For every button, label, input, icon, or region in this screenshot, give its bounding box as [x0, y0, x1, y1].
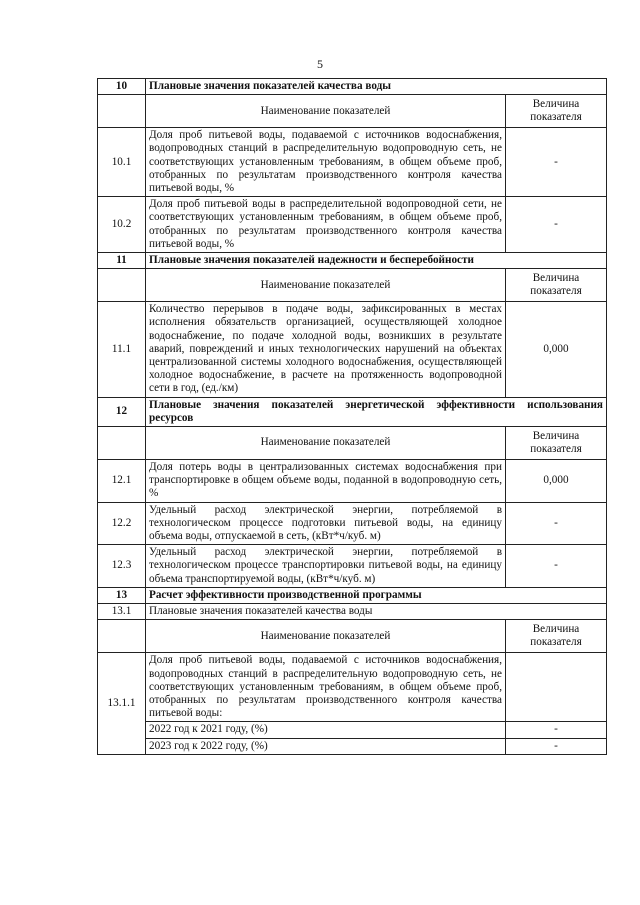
indicator-value: 0,000 [506, 460, 607, 503]
section-title: Плановые значения показателей качества воды [146, 79, 607, 95]
column-header-row [98, 620, 607, 653]
section-number: 10 [98, 79, 146, 95]
column-header-value: Величина показателя [506, 427, 607, 460]
column-header-value: Величина показателя [506, 620, 607, 653]
indicator-value: 0,000 [506, 302, 607, 397]
subsection-13-1-header [98, 604, 607, 620]
year-label: 2023 год к 2022 году, (%) [146, 738, 506, 754]
program-indicators-table [97, 78, 607, 755]
empty-cell [98, 95, 146, 128]
section-10-header [98, 79, 607, 95]
table-row [98, 545, 607, 588]
section-title: Плановые значения показателей энергетической эффективности использования ресурсов [146, 397, 607, 426]
column-header-name: Наименование показателей [146, 427, 506, 460]
column-header-value: Величина показателя [506, 269, 607, 302]
section-13-header [98, 587, 607, 603]
indicator-value: - [506, 197, 607, 253]
section-title: Расчет эффективности производственной программы [146, 587, 607, 603]
section-number: 13 [98, 587, 146, 603]
indicator-value: - [506, 502, 607, 545]
indicator-value: - [506, 545, 607, 588]
table-row [98, 128, 607, 197]
indicator-text: Доля проб питьевой воды, подаваемой с источников водоснабжения, водопроводных станций в распределительную водопроводную сеть, не соответствующих установленным требованиям, в общем объеме проб, отобранных по результатам производственного контроля качества питьевой воды: [146, 653, 506, 722]
indicator-text: Доля потерь воды в централизованных системах водоснабжения при транспортировке в общем объеме воды, поданной в водопроводную сеть, % [146, 460, 506, 503]
row-number: 10.1 [98, 128, 146, 197]
row-number: 10.2 [98, 197, 146, 253]
row-number: 13.1.1 [98, 653, 146, 754]
row-number: 12.2 [98, 502, 146, 545]
table-row [98, 197, 607, 253]
subsection-title: Плановые значения показателей качества воды [146, 604, 607, 620]
empty-cell [98, 620, 146, 653]
row-number: 12.3 [98, 545, 146, 588]
table-row [98, 460, 607, 503]
empty-cell [506, 653, 607, 722]
page-number: 5 [317, 57, 323, 71]
section-11-header [98, 253, 607, 269]
section-number: 11 [98, 253, 146, 269]
indicator-text: Удельный расход электрической энергии, потребляемой в технологическом процессе подготовки питьевой воды, на единицу объема воды, отпускаемой в сеть, (кВт*ч/куб. м) [146, 502, 506, 545]
indicator-text: Количество перерывов в подаче воды, зафиксированных в местах исполнения обязательств организацией, осуществляющей холодное водоснабжение, по подаче холодной воды, возникших в результате аварий, повреждений и иных технологических нарушений на объектах централизованной системы холодного водоснабжения, осуществляющей холодное водоснабжение, в расчете на протяженность водопроводной сети в год, (ед./км) [146, 302, 506, 397]
column-header-row [98, 95, 607, 128]
year-value: - [506, 738, 607, 754]
row-number: 12.1 [98, 460, 146, 503]
empty-cell [98, 269, 146, 302]
table-row [98, 502, 607, 545]
row-number: 11.1 [98, 302, 146, 397]
section-12-header [98, 397, 607, 426]
column-header-value: Величина показателя [506, 95, 607, 128]
year-row [98, 722, 607, 738]
table-row [98, 653, 607, 722]
column-header-name: Наименование показателей [146, 95, 506, 128]
year-value: - [506, 722, 607, 738]
section-title: Плановые значения показателей надежности и бесперебойности [146, 253, 607, 269]
year-row [98, 738, 607, 754]
indicator-value: - [506, 128, 607, 197]
empty-cell [98, 427, 146, 460]
indicator-text: Удельный расход электрической энергии, потребляемой в технологическом процессе транспортировки питьевой воды, на единицу объема транспортируемой воды, (кВт*ч/куб. м) [146, 545, 506, 588]
subsection-number: 13.1 [98, 604, 146, 620]
column-header-row [98, 269, 607, 302]
column-header-row [98, 427, 607, 460]
column-header-name: Наименование показателей [146, 620, 506, 653]
section-number: 12 [98, 397, 146, 426]
year-label: 2022 год к 2021 году, (%) [146, 722, 506, 738]
column-header-name: Наименование показателей [146, 269, 506, 302]
indicator-text: Доля проб питьевой воды, подаваемой с источников водоснабжения, водопроводных станций в распределительную водопроводную сеть, не соответствующих установленным требованиям, в общем объеме проб, отобранных по результатам производственного контроля качества питьевой воды, % [146, 128, 506, 197]
table-row [98, 302, 607, 397]
indicator-text: Доля проб питьевой воды в распределительной водопроводной сети, не соответствующих установленным требованиям, в общем объеме проб, отобранных по результатам производственного контроля качества питьевой воды, % [146, 197, 506, 253]
